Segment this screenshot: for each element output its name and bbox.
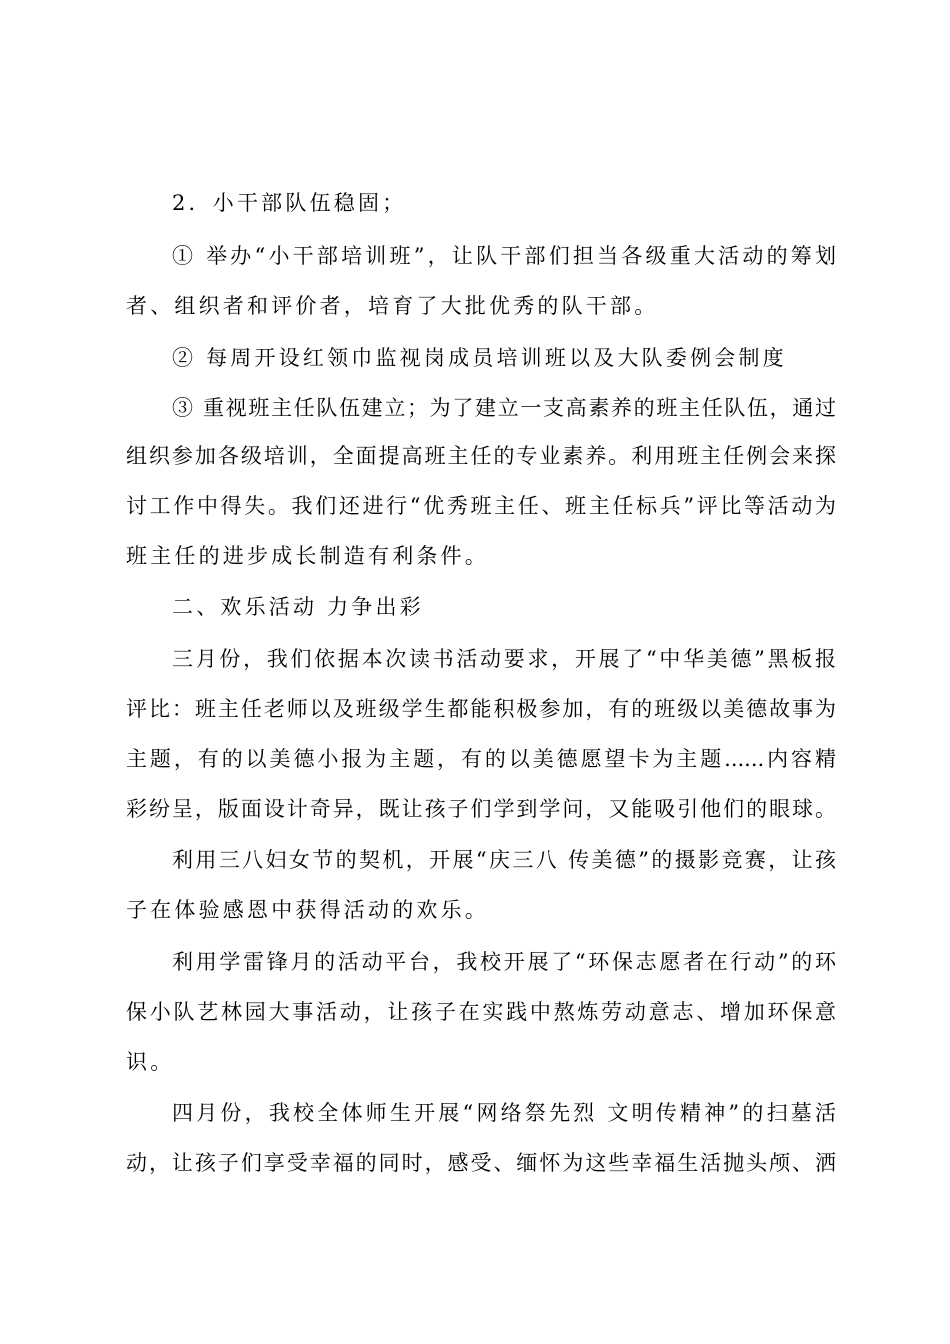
paragraph-line: 讨工作中得失。我们还进行“优秀班主任、班主任标兵”评比等活动为 [126, 494, 836, 518]
paragraph-line: 者、组织者和评价者，培育了大批优秀的队干部。 [126, 294, 659, 318]
section-heading: 二、欢乐活动 力争出彩 [172, 595, 424, 619]
paragraph-line: 利用学雷锋月的活动平台，我校开展了“环保志愿者在行动”的环 [172, 950, 836, 974]
paragraph-line: 保小队艺林园大事活动，让孩子在实践中熬炼劳动意志、增加环保意 [126, 1000, 836, 1024]
paragraph-line: 动，让孩子们享受幸福的同时，感受、缅怀为这些幸福生活抛头颅、洒 [126, 1151, 836, 1175]
paragraph-line: ③ 重视班主任队伍建立；为了建立一支高素养的班主任队伍，通过 [172, 396, 836, 420]
paragraph-line: 四月份，我校全体师生开展“网络祭先烈 文明传精神”的扫墓活 [172, 1101, 836, 1125]
heading-cadre-team: 2．小干部队伍稳固； [172, 191, 407, 215]
paragraph-line: 利用三八妇女节的契机，开展“庆三八 传美德”的摄影竞赛，让孩 [172, 848, 836, 872]
paragraph-line: 班主任的进步成长制造有利条件。 [126, 544, 489, 568]
paragraph-line: ① 举办“小干部培训班”，让队干部们担当各级重大活动的筹划 [172, 244, 836, 268]
paragraph-line: 组织参加各级培训，全面提高班主任的专业素养。利用班主任例会来探 [126, 444, 836, 468]
paragraph-line: 彩纷呈，版面设计奇异，既让孩子们学到学问，又能吸引他们的眼球。 [126, 797, 836, 821]
paragraph-line: 评比：班主任老师以及班级学生都能积极参加，有的班级以美德故事为 [126, 697, 836, 721]
paragraph-line: 子在体验感恩中获得活动的欢乐。 [126, 898, 489, 922]
paragraph-line: 三月份，我们依据本次读书活动要求，开展了“中华美德”黑板报 [172, 647, 836, 671]
paragraph-line: ② 每周开设红领巾监视岗成员培训班以及大队委例会制度 [172, 346, 787, 370]
paragraph-line: 主题，有的以美德小报为主题，有的以美德愿望卡为主题......内容精 [126, 747, 836, 771]
paragraph-line: 识。 [126, 1050, 175, 1074]
